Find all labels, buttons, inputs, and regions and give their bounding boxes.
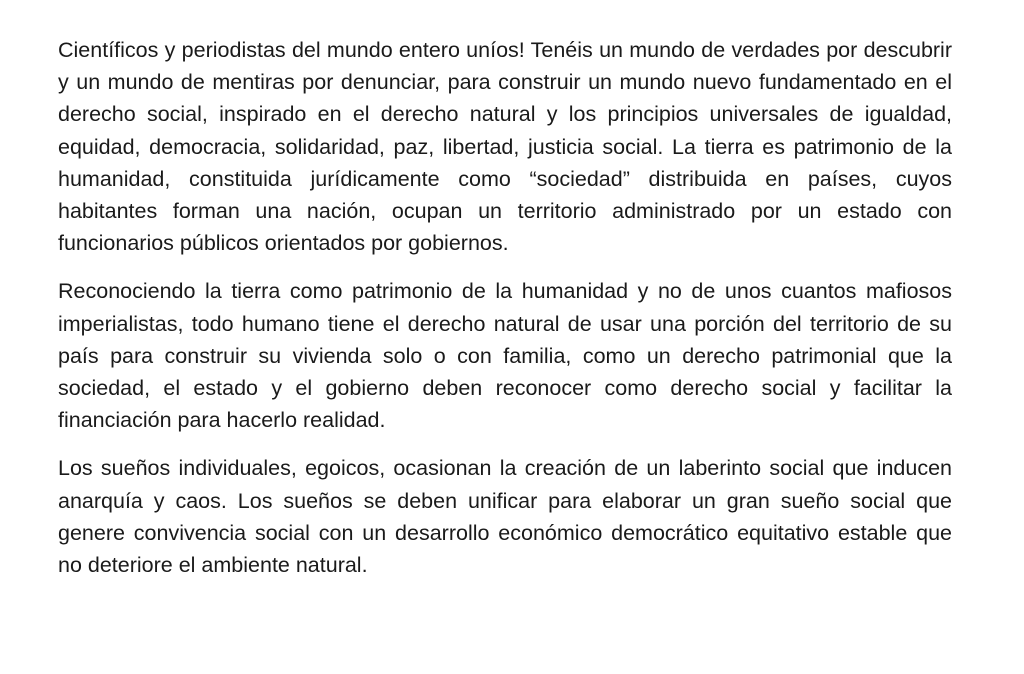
paragraph-1: Científicos y periodistas del mundo entero uníos! Tenéis un mundo de verdades por descubrir y un mundo de mentiras por denunciar, para construir un mundo nuevo fundamentado en el derecho social, inspirado en el derecho natural y los principios universales de igualdad, equidad, democracia, solidaridad, paz, libertad, justicia social. La tierra es patrimonio de la humanidad, constituida jurídicamente como “sociedad” distribuida en países, cuyos habitantes forman una nación, ocupan un territorio administrado por un estado con funcionarios públicos orientados por gobiernos.	[58, 38, 952, 256]
paragraph-3: Los sueños individuales, egoicos, ocasionan la creación de un laberinto social que inducen anarquía y caos. Los sueños se deben unificar para elaborar un gran sueño social que genere convivencia social con un desarrollo económico democrático equitativo estable que no deteriore el ambiente natural.	[58, 456, 952, 578]
paragraph-2: Reconociendo la tierra como patrimonio de la humanidad y no de unos cuantos mafiosos imperialistas, todo humano tiene el derecho natural de usar una porción del territorio de su país para construir su vivienda solo o con familia, como un derecho patrimonial que la sociedad, el estado y el gobierno deben reconocer como derecho social y facilitar la financiación para hacerlo realidad.	[58, 279, 952, 433]
